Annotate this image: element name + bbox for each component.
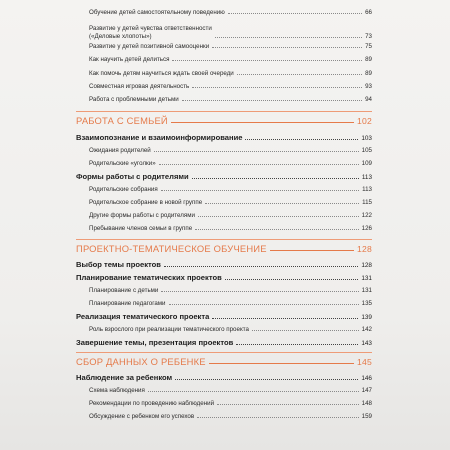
group-page: 103 (361, 135, 372, 142)
section-page: 145 (357, 357, 372, 367)
dot-leader (169, 304, 359, 305)
dot-leader (217, 404, 359, 405)
toc-item (76, 147, 372, 154)
toc-group (76, 338, 372, 347)
toc-item-title: Как помочь детям научиться ждать своей очереди (89, 70, 234, 77)
toc-item-title: Другие формы работы с родителями (89, 212, 195, 219)
section-page: 128 (357, 244, 372, 254)
toc-item-title: Как научить детей делиться (89, 56, 170, 63)
dot-leader (252, 330, 359, 331)
dot-leader (182, 100, 362, 101)
section-heading (76, 356, 372, 367)
group-title: Взаимопознание и взаимоинформирование (76, 133, 243, 142)
dot-leader (159, 164, 359, 165)
leader-line (209, 363, 354, 364)
section-title: РАБОТА С СЕМЬЕЙ (76, 115, 168, 126)
toc-item-title: Обучение детей самостоятельному поведению (89, 9, 225, 16)
toc-item-page: 142 (361, 326, 372, 333)
toc-item-page: 94 (365, 96, 372, 103)
toc-item (76, 25, 372, 40)
dot-leader (195, 229, 359, 230)
toc-item-page: 126 (361, 225, 372, 232)
toc-item (76, 212, 372, 219)
dot-leader (161, 291, 358, 292)
toc-item (76, 413, 372, 420)
toc-item (76, 326, 372, 333)
section-title: СБОР ДАННЫХ О РЕБЕНКЕ (76, 356, 206, 367)
section-divider (76, 239, 372, 240)
leader-line (171, 122, 354, 123)
dot-leader (245, 139, 358, 140)
section-divider (76, 352, 372, 353)
dot-leader (215, 37, 362, 38)
toc-item-page: 93 (365, 83, 372, 90)
toc-item (76, 83, 372, 90)
toc-item-title: Обсуждение с ребенком его успехов (89, 413, 195, 420)
dot-leader (164, 266, 358, 267)
group-title: Формы работы с родителями (76, 172, 189, 181)
group-title: Завершение темы, презентация проектов (76, 338, 234, 347)
toc-item-page: 89 (365, 56, 372, 63)
toc-item-page: 75 (365, 43, 372, 50)
toc-item (76, 300, 372, 307)
toc-item-page: 113 (362, 186, 372, 193)
toc-group (76, 273, 372, 282)
section-page: 102 (357, 116, 372, 126)
dot-leader (205, 203, 359, 204)
toc-item-page: 148 (361, 400, 372, 407)
toc-item-title: Родительские «уголки» (89, 160, 156, 167)
toc-item-title: Развитие у детей чувства ответственности (89, 25, 212, 32)
group-title: Планирование тематических проектов (76, 273, 222, 282)
toc-item-page: 66 (365, 9, 372, 16)
toc-item-page: 105 (361, 147, 372, 154)
toc-item-title: Рекомендации по проведению наблюдений (89, 400, 215, 407)
toc-item (76, 96, 372, 103)
dot-leader (212, 318, 358, 319)
toc-item (76, 287, 372, 294)
dot-leader (175, 379, 358, 380)
dot-leader (212, 47, 362, 48)
toc-group (76, 172, 372, 181)
toc-group (76, 373, 372, 382)
group-page: 139 (361, 314, 372, 321)
toc-item (76, 199, 372, 206)
section-heading (76, 115, 372, 126)
toc-item (76, 160, 372, 167)
group-title: Выбор темы проектов (76, 260, 161, 269)
section-heading (76, 243, 372, 254)
toc-item (76, 43, 372, 50)
dot-leader (148, 391, 359, 392)
dot-leader (154, 151, 359, 152)
dot-leader (228, 13, 362, 14)
toc-item-title-continued: («Деловые хлопоты») (89, 32, 152, 40)
group-title: Реализация тематического проекта (76, 312, 210, 321)
dot-leader (198, 216, 359, 217)
toc-item-page: 135 (361, 300, 372, 307)
section-divider (76, 111, 372, 112)
toc-item-title: Развитие у детей позитивной самооценки (89, 43, 210, 50)
toc-item (76, 387, 372, 394)
toc-item-title: Ожидания родителей (89, 147, 151, 154)
toc-item-page: 89 (365, 70, 372, 77)
dot-leader (192, 87, 362, 88)
group-page: 113 (361, 174, 372, 181)
toc-item (76, 225, 372, 232)
toc-item-page: 122 (361, 212, 372, 219)
toc-item-page: 131 (361, 287, 372, 294)
toc-item-title: Родительские собрания (89, 186, 158, 193)
toc-item-title: Планирование педагогами (89, 300, 166, 307)
dot-leader (161, 190, 359, 191)
dot-leader (192, 178, 359, 179)
section-title: ПРОЕКТНО-ТЕМАТИЧЕСКОЕ ОБУЧЕНИЕ (76, 243, 267, 254)
group-page: 146 (361, 375, 372, 382)
toc-item-title: Совместная игровая деятельность (89, 83, 190, 90)
toc-item (76, 70, 372, 77)
toc-item-title: Планирование с детьми (89, 287, 159, 294)
dot-leader (197, 417, 359, 418)
group-page: 143 (361, 340, 372, 347)
toc-item-title: Схема наблюдения (89, 387, 145, 394)
dot-leader (237, 74, 362, 75)
toc-item-page: 109 (361, 160, 372, 167)
toc-group (76, 133, 372, 142)
toc-item (76, 56, 372, 63)
group-page: 131 (361, 275, 372, 282)
toc-item-title: Пребывание членов семьи в группе (89, 225, 193, 232)
toc-group (76, 312, 372, 321)
toc-item-page: 159 (361, 413, 372, 420)
toc-item-page: 115 (362, 199, 372, 206)
toc-group (76, 260, 372, 269)
toc-item-title: Работа с проблемными детьми (89, 96, 179, 103)
leader-line (270, 250, 354, 251)
toc-item (76, 9, 372, 16)
dot-leader (172, 60, 362, 61)
toc-item-page: 147 (361, 387, 372, 394)
toc-item (76, 186, 372, 193)
dot-leader (236, 344, 358, 345)
toc-item-title: Роль взрослого при реализации тематического проекта (89, 326, 249, 333)
toc-item-page: 73 (365, 33, 372, 41)
toc-item (76, 400, 372, 407)
group-page: 128 (361, 262, 372, 269)
group-title: Наблюдение за ребенком (76, 373, 173, 382)
dot-leader (225, 279, 359, 280)
toc-item-title: Родительское собрание в новой группе (89, 199, 203, 206)
